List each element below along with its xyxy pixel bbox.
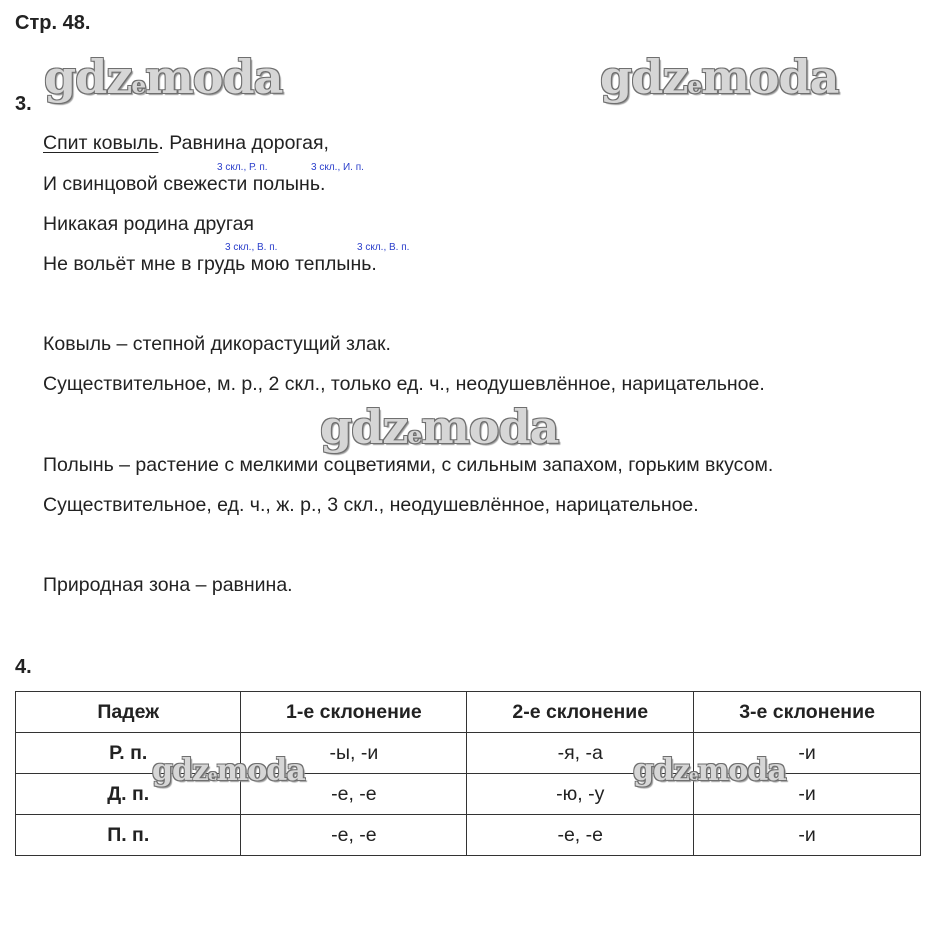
- poem-line-2: И свинцовой свежести полынь.: [43, 173, 326, 195]
- task-3-number: 3.: [15, 93, 32, 115]
- watermark: gdzemoda: [633, 753, 786, 788]
- morphology-kovyl: Существительное, м. р., 2 скл., только ед. ч., неодушевлённое, нарицательное.: [43, 373, 765, 395]
- ending-cell: -е, -е: [467, 815, 694, 856]
- poem-line-1: [43, 132, 329, 155]
- morphology-polyn: Существительное, ед. ч., ж. р., 3 скл., неодушевлённое, нарицательное.: [43, 494, 699, 516]
- page-title: Стр. 48.: [15, 12, 91, 34]
- case-cell: П. п.: [16, 815, 241, 856]
- watermark: gdzemoda: [320, 400, 559, 454]
- watermark: gdzemoda: [152, 753, 305, 788]
- poem-line-4: Не вольёт мне в грудь мою теплынь.: [43, 253, 377, 275]
- ending-cell: -е, -е: [241, 774, 467, 815]
- ending-cell: -ю, -у: [467, 774, 694, 815]
- annotation-grud: 3 скл., В. п.: [225, 242, 278, 253]
- annotation-teplyn: 3 скл., В. п.: [357, 242, 410, 253]
- poem-line-3: Никакая родина другая: [43, 213, 254, 235]
- definition-kovyl: Ковыль – степной дикорастущий злак.: [43, 333, 391, 355]
- annotation-svezhesti: 3 скл., Р. п.: [217, 162, 268, 173]
- watermark: gdzemoda: [600, 50, 839, 104]
- poem-line-1-rest: . Равнина дорогая,: [158, 132, 329, 154]
- table-header-row: [16, 692, 921, 733]
- table-row: [16, 815, 921, 856]
- header-decl-2: 2-е склонение: [467, 692, 694, 733]
- ending-cell: -ы, -и: [241, 733, 467, 774]
- header-case: Падеж: [16, 692, 241, 733]
- ending-cell: -е, -е: [241, 815, 467, 856]
- ending-cell: -и: [694, 733, 921, 774]
- ending-cell: -и: [694, 774, 921, 815]
- task-4-number: 4.: [15, 656, 32, 678]
- watermark: gdzemoda: [44, 50, 283, 104]
- header-decl-1: 1-е склонение: [241, 692, 467, 733]
- case-cell: Р. п.: [16, 733, 241, 774]
- definition-polyn: Полынь – растение с мелкими соцветиями, с сильным запахом, горьким вкусом.: [43, 454, 774, 476]
- ending-cell: -и: [694, 815, 921, 856]
- annotation-polyn: 3 скл., И. п.: [311, 162, 364, 173]
- ending-cell: -я, -а: [467, 733, 694, 774]
- header-decl-3: 3-е склонение: [694, 692, 921, 733]
- case-cell: Д. п.: [16, 774, 241, 815]
- natural-zone: Природная зона – равнина.: [43, 574, 293, 596]
- underlined-subject: Спит ковыль: [43, 132, 159, 154]
